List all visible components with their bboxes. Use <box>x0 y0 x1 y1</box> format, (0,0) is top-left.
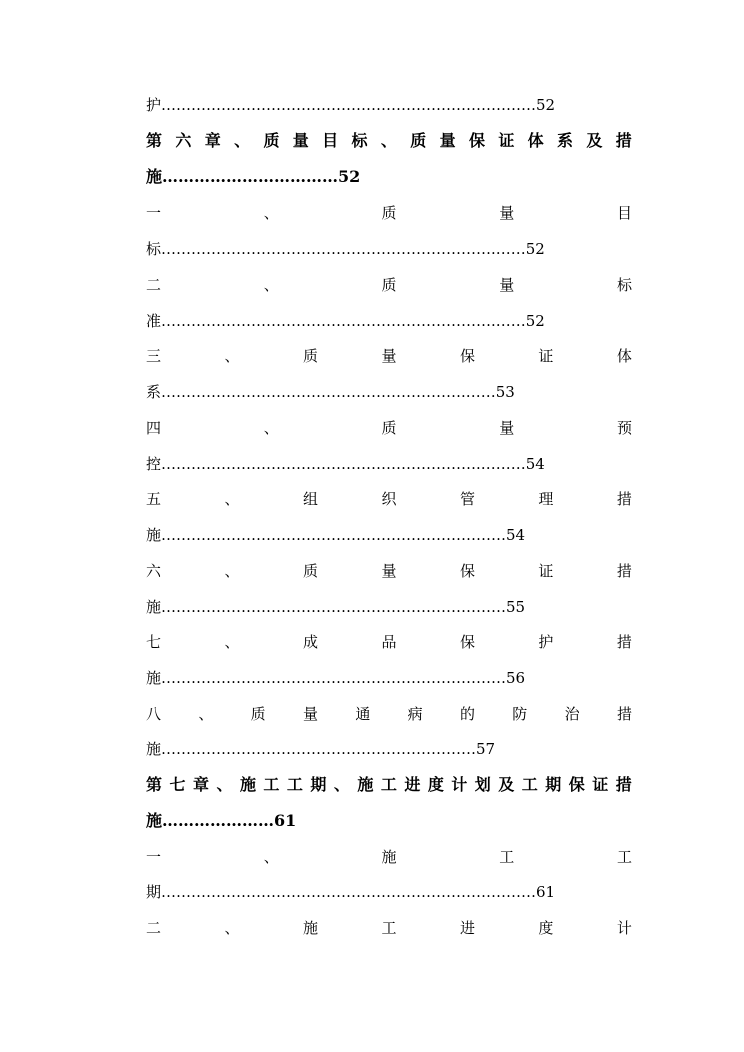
toc-heading-char: 、 <box>224 562 240 580</box>
toc-heading-char: 第 <box>146 775 163 794</box>
toc-heading-char: 一 <box>146 204 162 222</box>
toc-entry-text: 控……………………………………………………….………54 <box>146 455 545 473</box>
toc-entry-text: 施……………………………52 <box>146 167 361 186</box>
toc-heading-char: 措 <box>616 705 632 723</box>
toc-heading-char: 量 <box>302 705 318 723</box>
toc-section-6-7-page <box>146 666 632 690</box>
toc-heading-char: 工 <box>521 775 538 794</box>
toc-heading-char: 保 <box>468 131 485 150</box>
toc-heading-char: 保 <box>459 347 475 365</box>
toc-section-7-1-page <box>146 880 632 904</box>
toc-heading-char: 、 <box>263 276 279 294</box>
toc-heading-char: 质 <box>381 204 397 222</box>
toc-heading-char: 工 <box>380 775 397 794</box>
toc-heading-char: 护 <box>538 633 554 651</box>
toc-entry-text: 施……………………………………………………………56 <box>146 669 526 687</box>
toc-entry-text: 准………………………………………………………….……52 <box>146 312 545 330</box>
toc-chapter-7-heading <box>146 773 632 797</box>
toc-heading-char: 质 <box>381 419 397 437</box>
toc-heading-char: 施 <box>302 919 318 937</box>
toc-heading-char: 、 <box>216 775 233 794</box>
toc-heading-char: 防 <box>512 705 528 723</box>
toc-heading-char: 工 <box>499 848 515 866</box>
toc-section-6-4-heading <box>146 416 632 440</box>
toc-heading-char: 病 <box>407 705 423 723</box>
toc-section-7-2-heading <box>146 916 632 940</box>
toc-heading-char: 度 <box>538 919 554 937</box>
toc-heading-char: 质 <box>410 131 427 150</box>
toc-entry-text: 期…………………………………………………………………61 <box>146 883 556 901</box>
toc-heading-char: 量 <box>381 562 397 580</box>
toc-heading-char: 量 <box>499 204 515 222</box>
toc-heading-char: 章 <box>204 131 221 150</box>
toc-heading-char: 治 <box>564 705 580 723</box>
toc-section-6-3-page <box>146 380 632 404</box>
toc-heading-char: 六 <box>175 131 192 150</box>
toc-heading-char: 五 <box>146 490 162 508</box>
toc-heading-char: 的 <box>459 705 475 723</box>
toc-heading-char: 进 <box>459 919 475 937</box>
toc-heading-char: 七 <box>169 775 186 794</box>
toc-heading-char: 标 <box>616 276 632 294</box>
toc-heading-char: 组 <box>302 490 318 508</box>
toc-heading-char: 织 <box>381 490 397 508</box>
toc-entry-text: 系…………………………………………………….……53 <box>146 383 515 401</box>
toc-entry-text: 施……………………………………………………………54 <box>146 526 526 544</box>
toc-section-7-1-heading <box>146 845 632 869</box>
toc-heading-char: 划 <box>474 775 491 794</box>
toc-heading-char: 及 <box>498 775 515 794</box>
toc-heading-char: 六 <box>146 562 162 580</box>
toc-heading-char: 措 <box>616 633 632 651</box>
toc-entry-text: 标………………………………………………………….……52 <box>146 240 545 258</box>
toc-entry-text: 施…………………61 <box>146 811 297 830</box>
toc-heading-char: 期 <box>545 775 562 794</box>
toc-section-6-5-heading <box>146 487 632 511</box>
toc-heading-char: 施 <box>239 775 256 794</box>
toc-heading-char: 体 <box>616 347 632 365</box>
toc-heading-char: 第 <box>146 131 163 150</box>
toc-heading-char: 体 <box>527 131 544 150</box>
toc-entry-text: 施………………………………………………………57 <box>146 740 496 758</box>
toc-heading-char: 目 <box>616 204 632 222</box>
toc-heading-char: 及 <box>586 131 603 150</box>
toc-heading-char: 措 <box>615 775 632 794</box>
toc-heading-char: 、 <box>224 347 240 365</box>
toc-heading-char: 二 <box>146 919 162 937</box>
toc-heading-char: 量 <box>499 276 515 294</box>
toc-section-6-8-page <box>146 737 632 761</box>
toc-heading-char: 理 <box>538 490 554 508</box>
toc-heading-char: 七 <box>146 633 162 651</box>
toc-heading-char: 、 <box>333 775 350 794</box>
toc-heading-char: 、 <box>198 705 214 723</box>
toc-section-6-2-heading <box>146 273 632 297</box>
toc-heading-char: 证 <box>538 347 554 365</box>
toc-section-6-2-page <box>146 309 632 333</box>
toc-heading-char: 、 <box>224 919 240 937</box>
toc-heading-char: 量 <box>439 131 456 150</box>
toc-heading-char: 八 <box>146 705 162 723</box>
toc-heading-char: 措 <box>615 131 632 150</box>
toc-heading-char: 计 <box>616 919 632 937</box>
toc-heading-char: 、 <box>263 419 279 437</box>
toc-section-6-1-heading <box>146 201 632 225</box>
toc-entry-text: 施……………………………………………………………55 <box>146 598 526 616</box>
toc-section-6-5-page <box>146 523 632 547</box>
toc-section-6-6-page <box>146 595 632 619</box>
toc-heading-char: 章 <box>192 775 209 794</box>
toc-heading-char: 质 <box>250 705 266 723</box>
toc-heading-char: 工 <box>381 919 397 937</box>
toc-heading-char: 预 <box>616 419 632 437</box>
toc-heading-char: 工 <box>616 848 632 866</box>
toc-heading-char: 施 <box>357 775 374 794</box>
toc-heading-char: 二 <box>146 276 162 294</box>
toc-heading-char: 管 <box>459 490 475 508</box>
toc-heading-char: 计 <box>451 775 468 794</box>
toc-heading-char: 、 <box>224 633 240 651</box>
toc-line-continued <box>146 93 632 117</box>
toc-section-6-8-heading <box>146 702 632 726</box>
toc-heading-char: 措 <box>616 562 632 580</box>
toc-section-6-4-page <box>146 452 632 476</box>
toc-heading-char: 工 <box>286 775 303 794</box>
toc-chapter-7-page <box>146 809 632 833</box>
toc-heading-char: 证 <box>538 562 554 580</box>
toc-heading-char: 目 <box>322 131 339 150</box>
toc-heading-char: 、 <box>224 490 240 508</box>
toc-heading-char: 、 <box>263 204 279 222</box>
toc-heading-char: 质 <box>381 276 397 294</box>
toc-heading-char: 系 <box>557 131 574 150</box>
toc-heading-char: 成 <box>302 633 318 651</box>
toc-heading-char: 施 <box>381 848 397 866</box>
toc-heading-char: 三 <box>146 347 162 365</box>
toc-heading-char: 品 <box>381 633 397 651</box>
toc-heading-char: 期 <box>310 775 327 794</box>
toc-chapter-6-heading <box>146 129 632 153</box>
toc-section-6-6-heading <box>146 559 632 583</box>
toc-heading-char: 质 <box>302 562 318 580</box>
toc-heading-char: 工 <box>263 775 280 794</box>
toc-heading-char: 措 <box>616 490 632 508</box>
toc-heading-char: 证 <box>592 775 609 794</box>
toc-section-6-3-heading <box>146 344 632 368</box>
toc-heading-char: 通 <box>355 705 371 723</box>
toc-section-6-1-page <box>146 237 632 261</box>
toc-heading-char: 、 <box>234 131 251 150</box>
toc-heading-char: 证 <box>498 131 515 150</box>
toc-heading-char: 质 <box>263 131 280 150</box>
toc-heading-char: 、 <box>380 131 397 150</box>
toc-heading-char: 标 <box>351 131 368 150</box>
toc-section-6-7-heading <box>146 630 632 654</box>
toc-heading-char: 保 <box>568 775 585 794</box>
toc-heading-char: 量 <box>292 131 309 150</box>
toc-heading-char: 度 <box>427 775 444 794</box>
toc-heading-char: 质 <box>302 347 318 365</box>
toc-heading-char: 量 <box>381 347 397 365</box>
toc-heading-char: 一 <box>146 848 162 866</box>
toc-heading-char: 保 <box>459 633 475 651</box>
toc-heading-char: 量 <box>499 419 515 437</box>
toc-heading-char: 四 <box>146 419 162 437</box>
toc-chapter-6-page <box>146 165 632 189</box>
toc-heading-char: 进 <box>404 775 421 794</box>
toc-heading-char: 、 <box>263 848 279 866</box>
toc-entry-text: 护…………………………………………………………………52 <box>146 96 556 114</box>
toc-heading-char: 保 <box>459 562 475 580</box>
